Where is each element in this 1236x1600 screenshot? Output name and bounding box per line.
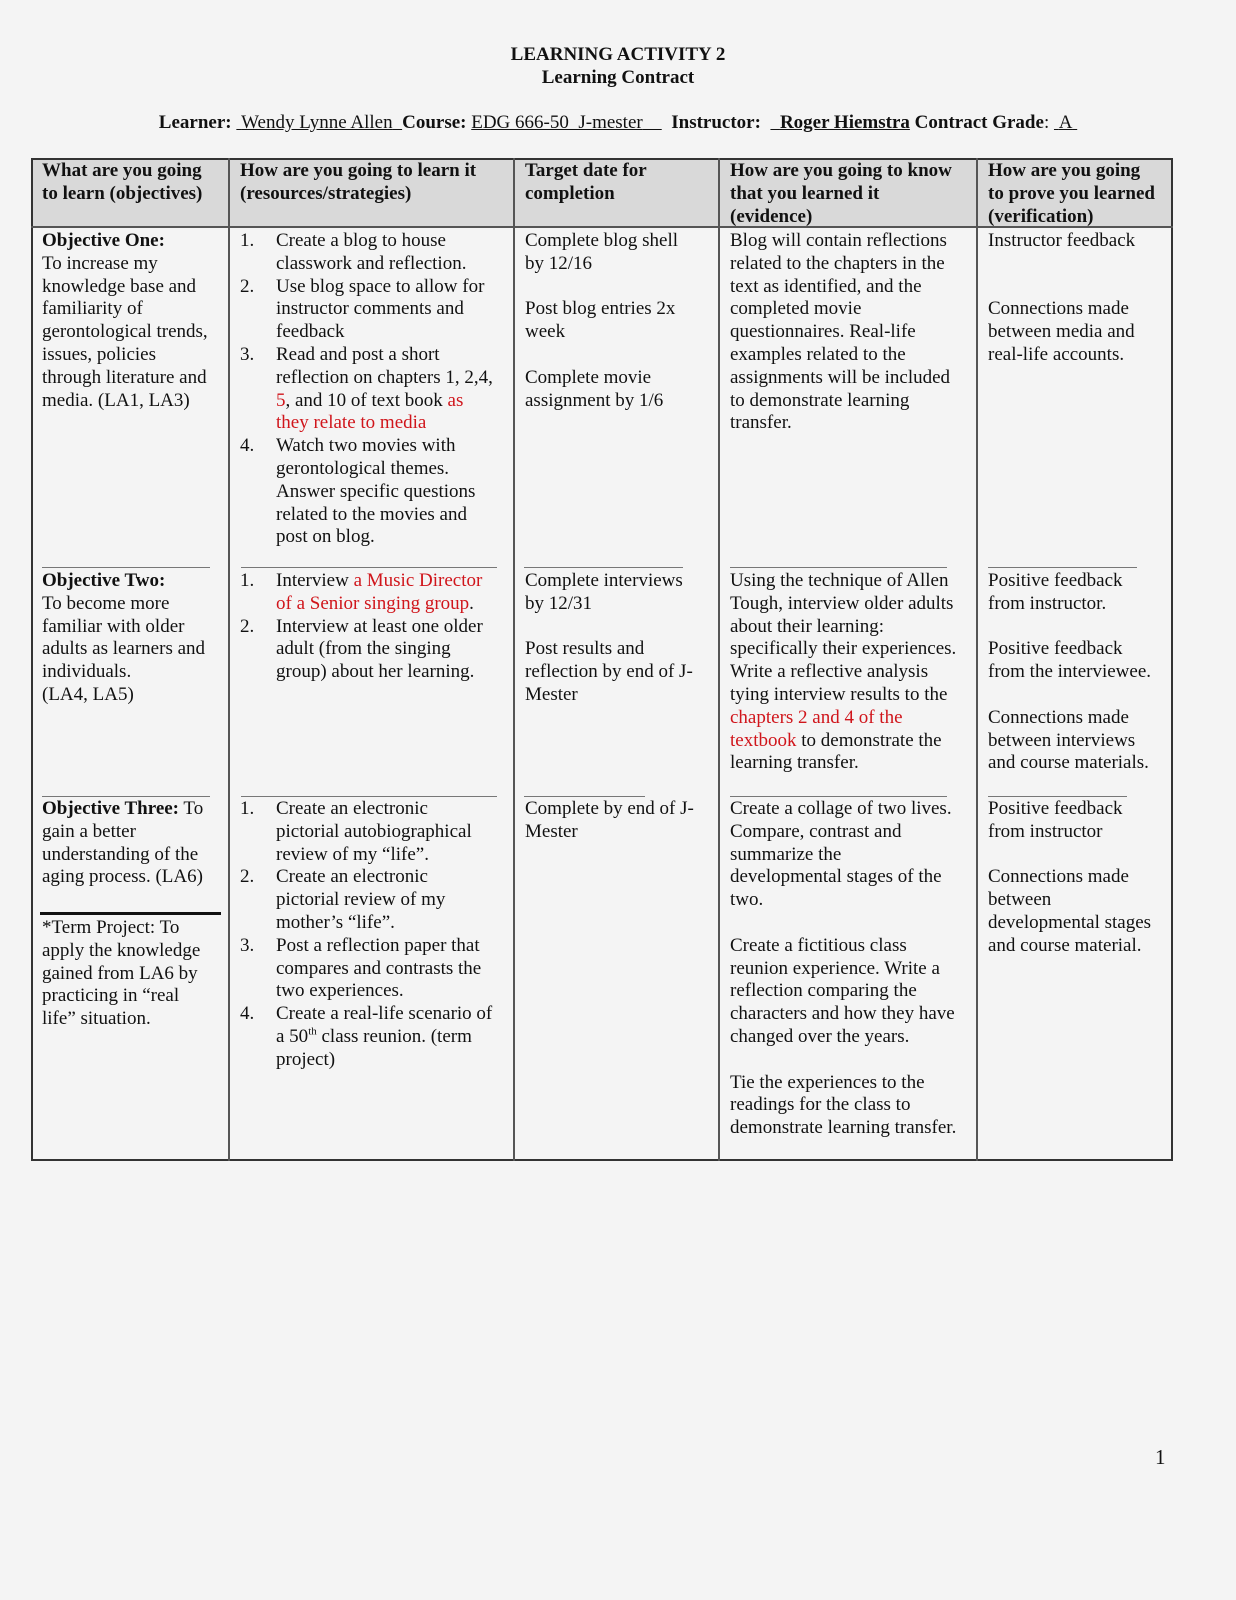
text-line	[240, 1003, 492, 1026]
section-rule	[524, 567, 683, 568]
list-number: 3.	[240, 934, 255, 956]
highlighted-text: as	[447, 389, 464, 411]
text-line	[42, 230, 208, 253]
text-line: Using the technique of Allen	[730, 570, 949, 591]
list-number: 1.	[240, 798, 255, 819]
text-line: Tough, interview older adults	[730, 592, 954, 614]
text-line	[240, 390, 493, 413]
text-segment: adult (from the singing	[276, 638, 451, 660]
header-line: How are you going to know	[730, 160, 952, 181]
text-line: Positive feedback	[988, 798, 1123, 819]
text-line: Complete by end of J-	[525, 798, 694, 819]
grade-label: Contract Grade	[914, 112, 1044, 133]
text-line: between interviews	[988, 729, 1136, 751]
text-line: media. (LA1, LA3)	[42, 389, 190, 411]
text-line	[240, 367, 493, 390]
text-segment: Create an electronic	[276, 798, 428, 819]
text-line	[240, 616, 483, 639]
text-line: through literature and	[42, 366, 207, 388]
text-line: individuals.	[42, 661, 132, 683]
highlighted-text: 5	[276, 389, 286, 411]
list-number: 4.	[240, 1003, 255, 1025]
text-line: To become more	[42, 592, 170, 614]
verification-two	[988, 570, 1151, 775]
text-segment: reflection on chapters 1, 2,4,	[276, 366, 493, 388]
text-line: (LA4, LA5)	[42, 683, 134, 705]
header-objectives	[42, 160, 202, 206]
text-segment: compares and contrasts the	[276, 957, 482, 979]
document-subtitle: Learning Contract	[541, 67, 695, 88]
text-line: Post blog entries 2x	[525, 298, 676, 320]
text-line: aging process. (LA6)	[42, 866, 203, 888]
list-number: 2.	[240, 866, 255, 888]
grade-value: A	[1058, 112, 1073, 133]
header-line: completion	[525, 182, 615, 204]
strategies-three	[240, 798, 492, 1072]
text-line	[240, 958, 492, 981]
text-line: Write a reflective analysis	[730, 661, 929, 683]
text-line	[240, 866, 492, 889]
text-line	[240, 1049, 492, 1072]
list-number: 4.	[240, 435, 255, 457]
header-strategies	[240, 160, 476, 206]
text-segment: Interview	[276, 570, 354, 591]
text-line	[730, 1049, 956, 1072]
text-segment: mother’s “life”.	[276, 911, 395, 933]
text-segment: Create a real-life scenario of	[276, 1003, 493, 1025]
text-line: by 12/31	[525, 592, 593, 614]
strategies-two	[240, 570, 483, 684]
text-line: Positive feedback	[988, 570, 1123, 591]
text-line: examples related to the	[730, 343, 906, 365]
header-line: to learn (objectives)	[42, 182, 203, 204]
text-segment: Create an electronic	[276, 866, 428, 888]
instructor-value: Roger Hiemstra	[779, 112, 910, 133]
text-line	[988, 253, 1135, 276]
header-line: (resources/strategies)	[240, 182, 412, 204]
text-segment: project)	[276, 1048, 336, 1070]
text-segment: class reunion. (term	[316, 1025, 472, 1047]
text-line	[240, 412, 493, 435]
text-line: Mester	[525, 820, 578, 842]
section-rule	[42, 796, 210, 797]
text-line	[42, 570, 205, 593]
text-line: reflection comparing the	[730, 980, 917, 1002]
text-segment: Use blog space to allow for	[276, 275, 485, 297]
text-segment: Objective Three:	[42, 798, 180, 819]
section-rule	[988, 796, 1127, 797]
list-number: 1.	[240, 230, 255, 251]
text-line	[240, 504, 493, 527]
highlighted-text: a Music Director	[353, 570, 483, 591]
text-line	[240, 844, 492, 867]
text-line: gerontological trends,	[42, 321, 208, 343]
text-line: Complete movie	[525, 366, 652, 388]
text-line: practicing in “real	[42, 985, 180, 1007]
text-line: readings for the class to	[730, 1094, 911, 1116]
text-segment: gerontological themes.	[276, 457, 450, 479]
text-line: Post results and	[525, 638, 645, 660]
header-line: (evidence)	[730, 205, 813, 227]
text-line: questionnaires. Real-life	[730, 321, 916, 343]
text-line: Compare, contrast and	[730, 820, 902, 842]
text-line: Create a collage of two lives.	[730, 798, 952, 819]
column-divider	[718, 158, 720, 1161]
text-line	[240, 912, 492, 935]
text-line	[525, 276, 678, 299]
text-line: related to the chapters in the	[730, 252, 945, 274]
section-rule	[241, 796, 497, 797]
header-line: that you learned it	[730, 182, 880, 204]
text-line: assignment by 1/6	[525, 389, 664, 411]
verification-three	[988, 798, 1151, 958]
text-line	[240, 593, 483, 616]
text-line: tying interview results to the	[730, 683, 948, 705]
text-segment: Post a reflection paper that	[276, 934, 480, 956]
text-segment: group) about her learning.	[276, 661, 475, 683]
text-line	[240, 661, 483, 684]
text-segment: to demonstrate the	[796, 729, 942, 751]
text-line: transfer.	[730, 412, 792, 434]
text-segment: related to the movies and	[276, 503, 467, 525]
text-segment: th	[308, 1025, 317, 1038]
text-line: about their learning:	[730, 615, 885, 637]
text-line: learning transfer.	[730, 752, 859, 774]
text-line: familiar with older	[42, 615, 185, 637]
text-line	[240, 344, 493, 367]
strategies-one	[240, 230, 493, 549]
list-number: 2.	[240, 275, 255, 297]
header-verification	[988, 160, 1155, 228]
text-line: issues, policies	[42, 343, 156, 365]
text-segment: classwork and reflection.	[276, 252, 467, 274]
text-segment: Answer specific questions	[276, 480, 476, 502]
text-line: Complete blog shell	[525, 230, 679, 251]
text-line: Connections made	[988, 866, 1129, 888]
header-line: What are you going	[42, 160, 202, 181]
text-segment: pictorial autobiographical	[276, 820, 472, 842]
text-segment: , and 10 of text book	[285, 389, 448, 411]
text-line: Mester	[525, 683, 578, 705]
text-line	[240, 435, 493, 458]
text-line	[240, 889, 492, 912]
header-line: How are you going to learn it	[240, 160, 477, 181]
text-line: knowledge base and	[42, 275, 197, 297]
text-line: by 12/16	[525, 252, 593, 274]
text-line: specifically their experiences.	[730, 638, 957, 660]
text-line	[240, 570, 483, 593]
learner-label: Learner:	[158, 112, 232, 133]
course-value: EDG 666-50 J-mester	[471, 112, 643, 133]
contract-info: Learner: Wendy Lynne Allen Course: EDG 666-50 J-mester Instructor: Roger Hiemstra Contract Grade: A	[0, 112, 1236, 134]
header-line: (verification)	[988, 205, 1094, 227]
text-line	[988, 844, 1151, 867]
text-segment: review of my “life”.	[276, 843, 429, 865]
list-number: 2.	[240, 615, 255, 637]
highlighted-text: of a Senior singing group	[276, 592, 470, 614]
text-line: Create a fictitious class	[730, 934, 907, 956]
text-line: between	[988, 889, 1052, 911]
text-segment: Objective Two:	[42, 570, 166, 591]
text-line	[240, 935, 492, 958]
text-segment: To	[179, 798, 204, 819]
text-segment: pictorial review of my	[276, 889, 446, 911]
text-line: week	[525, 321, 566, 343]
text-line: changed over the years.	[730, 1025, 910, 1047]
text-line: To increase my	[42, 252, 158, 274]
text-line: Complete interviews	[525, 570, 683, 591]
text-line: developmental stages of the	[730, 866, 942, 888]
text-line	[240, 253, 493, 276]
header-line: to prove you learned	[988, 182, 1155, 204]
text-line: reunion experience. Write a	[730, 957, 940, 979]
column-divider	[513, 158, 515, 1161]
text-line: between media and	[988, 321, 1135, 343]
text-line: familiarity of	[42, 298, 143, 320]
text-line: and course material.	[988, 934, 1142, 956]
objective-three	[42, 798, 203, 889]
evidence-one	[730, 230, 950, 435]
text-line: *Term Project: To	[42, 917, 180, 938]
text-line: real-life accounts.	[988, 343, 1125, 365]
text-line	[988, 616, 1151, 639]
text-line: gained from LA6 by	[42, 962, 198, 984]
document-title: LEARNING ACTIVITY 2	[510, 44, 726, 65]
target-two	[525, 570, 693, 707]
text-segment: .	[469, 592, 474, 614]
text-line: assignments will be included	[730, 366, 951, 388]
course-label: Course:	[402, 112, 467, 133]
objective-one	[42, 230, 208, 412]
text-line: completed movie	[730, 298, 862, 320]
text-line	[240, 638, 483, 661]
list-number: 3.	[240, 343, 255, 365]
text-line: understanding of the	[42, 843, 199, 865]
text-line	[525, 344, 678, 367]
text-line: characters and how they have	[730, 1003, 955, 1025]
text-line: and course materials.	[988, 752, 1149, 774]
text-line: Tie the experiences to the	[730, 1071, 925, 1093]
text-line	[240, 230, 493, 253]
header-line: How are you going	[988, 160, 1141, 181]
list-number: 1.	[240, 570, 255, 591]
text-line	[240, 526, 493, 549]
text-segment: post on blog.	[276, 526, 375, 548]
evidence-three	[730, 798, 956, 1140]
section-rule	[241, 567, 497, 568]
header-line: Target date for	[525, 160, 647, 181]
evidence-two	[730, 570, 956, 775]
text-line	[240, 298, 493, 321]
term-project-rule	[40, 912, 221, 915]
text-segment: instructor comments and	[276, 298, 464, 320]
text-line: life” situation.	[42, 1008, 151, 1030]
header-evidence	[730, 160, 952, 228]
instructor-label: Instructor:	[671, 112, 761, 133]
section-rule	[730, 796, 947, 797]
text-line: Instructor feedback	[988, 230, 1136, 251]
objective-two	[42, 570, 205, 707]
highlighted-text: chapters 2 and 4 of the	[730, 706, 903, 728]
text-line	[240, 1026, 492, 1049]
column-divider	[228, 158, 230, 1161]
header-target-date	[525, 160, 647, 206]
text-line	[240, 321, 493, 344]
text-line	[730, 912, 956, 935]
term-project	[42, 917, 200, 1031]
text-segment: Create a blog to house	[276, 230, 446, 251]
text-line	[240, 276, 493, 299]
target-one	[525, 230, 678, 412]
text-line: Connections made	[988, 298, 1129, 320]
text-line	[988, 276, 1135, 299]
section-rule	[730, 567, 947, 568]
text-line: Blog will contain reflections	[730, 230, 947, 251]
text-line: gain a better	[42, 820, 136, 842]
text-line: two.	[730, 889, 764, 911]
text-line	[988, 684, 1151, 707]
text-segment: two experiences.	[276, 980, 404, 1002]
text-line: from instructor.	[988, 592, 1107, 614]
text-line: reflection by end of J-	[525, 661, 693, 683]
text-segment: a 50	[276, 1025, 309, 1047]
column-divider	[976, 158, 978, 1161]
text-line: text as identified, and the	[730, 275, 922, 297]
text-line: demonstrate learning transfer.	[730, 1117, 957, 1139]
text-line: Positive feedback	[988, 638, 1123, 660]
text-line	[240, 798, 492, 821]
text-line: developmental stages	[988, 911, 1152, 933]
text-segment: feedback	[276, 321, 345, 343]
section-rule	[988, 567, 1137, 568]
text-line: from instructor	[988, 820, 1103, 842]
text-line	[730, 730, 956, 753]
highlighted-text: textbook	[730, 729, 797, 751]
text-line: Connections made	[988, 706, 1129, 728]
text-line	[240, 481, 493, 504]
text-segment: Read and post a short	[276, 343, 440, 365]
text-line	[240, 980, 492, 1003]
text-line: adults as learners and	[42, 638, 206, 660]
verification-one	[988, 230, 1135, 367]
section-rule	[524, 796, 645, 797]
target-three	[525, 798, 694, 844]
highlighted-text: they relate to media	[276, 412, 427, 434]
learner-value: Wendy Lynne Allen	[241, 112, 393, 133]
text-segment: Interview at least one older	[276, 615, 483, 637]
text-line	[525, 616, 693, 639]
text-line	[240, 821, 492, 844]
text-line: apply the knowledge	[42, 939, 201, 961]
text-segment: Objective One:	[42, 230, 165, 251]
page-number: 1	[1155, 1445, 1166, 1469]
text-line	[240, 458, 493, 481]
text-line	[730, 707, 956, 730]
text-segment: Watch two movies with	[276, 435, 456, 457]
text-line: to demonstrate learning	[730, 389, 910, 411]
text-line	[42, 798, 203, 821]
section-rule	[42, 567, 210, 568]
text-line: summarize the	[730, 843, 842, 865]
text-line: from the interviewee.	[988, 661, 1152, 683]
